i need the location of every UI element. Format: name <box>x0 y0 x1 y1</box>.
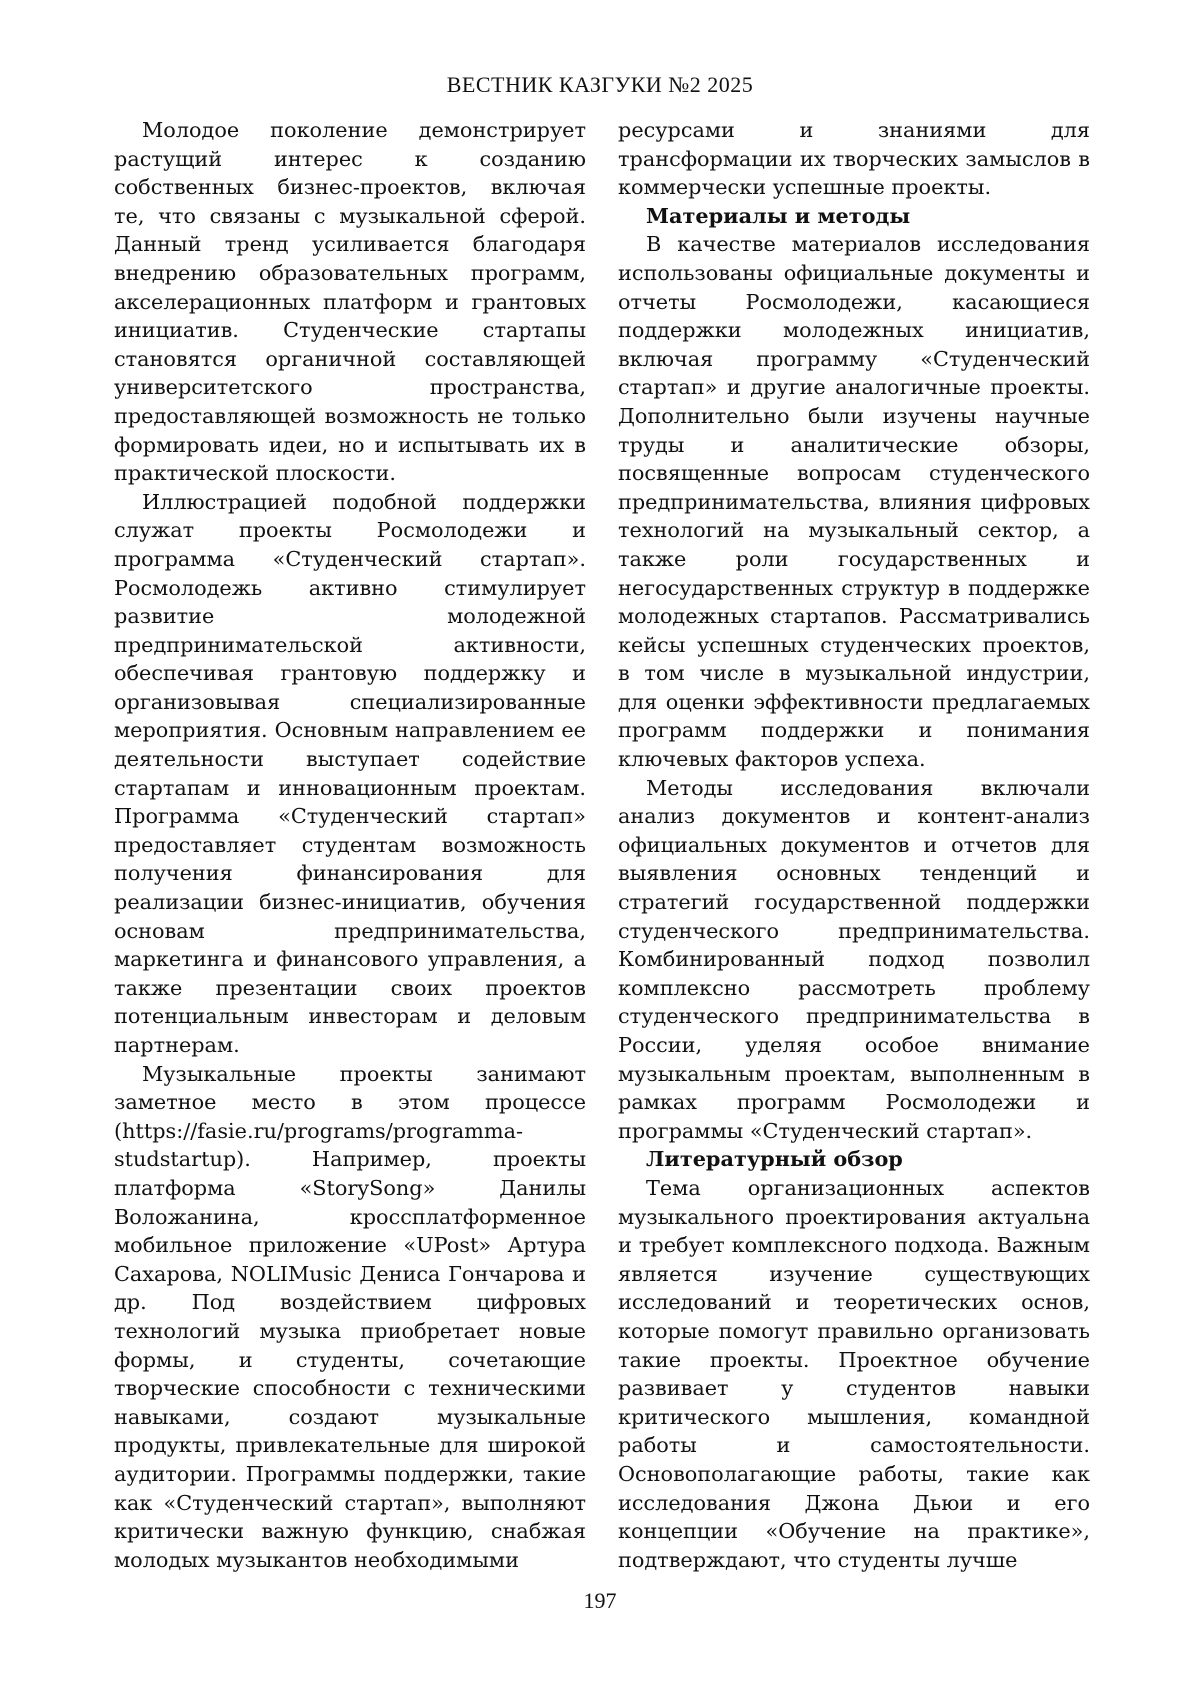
page-number: 197 <box>583 1588 617 1613</box>
paragraph-continuation: ресурсами и знаниями для трансформации их творческих замыслов в коммерчески успешные проекты. <box>618 118 1090 200</box>
left-column <box>114 116 586 1574</box>
paragraph-literature: Тема организационных аспектов музыкального проектирования актуальна и требует комплексного подхода. Важным является изучение существующих исследований и теоретических основ, которые помогут правильно организовать такие проекты. Проектное обучение развивает у студентов навыки критического мышления, командной работы и самостоятельности. Основополагающие работы, такие как исследования Джона Дьюи и его концепции «Обучение на практике», подтверждают, что студенты лучше <box>618 1175 1090 1572</box>
journal-header: ВЕСТНИК КАЗГУКИ №2 2025 <box>446 72 754 97</box>
paragraph-methods: Методы исследования включали анализ документов и контент-анализ официальных документов и отчетов для выявления основных тенденций и стратегий государственной поддержки студенческого предпринимательства. Комбинированный подход позволил комплексно рассмотреть проблему студенческого предпринимательства в России, уделяя особое внимание музыкальным проектам, выполненным в рамках программ Росмолодежи и программы «Студенческий стартап». <box>618 775 1090 1143</box>
paragraph-rosmolodezh-support: Иллюстрацией подобной поддержки служат проекты Росмолодежи и программа «Студенческий стартап». Росмолодежь активно стимулирует развитие молодежной предпринимательской активности, обеспечивая грантовую поддержку и организовывая специализированные мероприятия. Основным направлением ее деятельности выступает содействие стартапам и инновационным проектам. Программа «Студенческий стартап» предоставляет студентам возможность получения финансирования для реализации бизнес-инициатив, обучения основам предпринимательства, маркетинга и финансового управления, а также презентации своих проектов потенциальным инвесторам и деловым партнерам. <box>114 489 586 1057</box>
paragraph-youth-interest: Молодое поколение демонстрирует растущий интерес к созданию собственных бизнес-проектов, включая те, что связаны с музыкальной сферой. Данный тренд усиливается благодаря внедрению образовательных программ, акселерационных платформ и грантовых инициатив. Студенческие стартапы становятся органичной составляющей университетского пространства, предоставляющей возможность не только формировать идеи, но и испытывать их в практической плоскости. <box>114 118 586 486</box>
right-column <box>618 116 1090 1574</box>
heading-literature-review: Литературный обзор <box>646 1146 903 1172</box>
paragraph-materials: В качестве материалов исследования использованы официальные документы и отчеты Росмолодежи, касающиеся поддержки молодежных инициатив, включая программу «Студенческий стартап» и другие аналогичные проекты. Дополнительно были изучены научные труды и аналитические обзоры, посвященные вопросам студенческого предпринимательства, влияния цифровых технологий на музыкальный сектор, а также роли государственных и негосударственных структур в поддержке молодежных стартапов. Рассматривались кейсы успешных студенческих проектов, в том числе в музыкальной индустрии, для оценки эффективности предлагаемых программ поддержки и понимания ключевых факторов успеха. <box>618 232 1090 772</box>
heading-materials-methods: Материалы и методы <box>646 202 911 228</box>
paragraph-music-projects: Музыкальные проекты занимают заметное место в этом процессе (https://fasie.ru/programs/programma-studstartup). Например, проекты платформа «StorySong» Данилы Воложанина, кроссплатформенное мобильное приложение «UPost» Артура Сахарова, NOLIMusic Дениса Гончарова и др. Под воздействием цифровых технологий музыка приобретает новые формы, и студенты, сочетающие творческие способности с техническими навыками, создают музыкальные продукты, привлекательные для широкой аудитории. Программы поддержки, такие как «Студенческий стартап», выполняют критически важную функцию, снабжая молодых музыкантов необходимыми <box>114 1061 586 1572</box>
